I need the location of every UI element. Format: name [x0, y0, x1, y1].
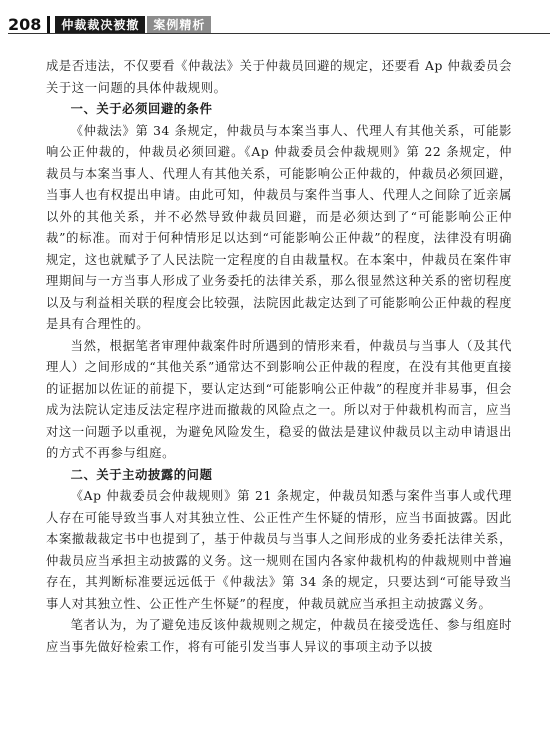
header-rule [8, 33, 550, 34]
section-heading-1: 一、关于必须回避的条件 [70, 102, 213, 116]
page-number: 208 [8, 15, 42, 34]
paragraph-1: 《仲裁法》第 34 条规定，仲裁员与本案当事人、代理人有其他关系，可能影响公正仲裁的，仲裁员必须回避。《Ap 仲裁委员会仲裁规则》第 22 条规定，仲裁员与本案当事人、代理人有其他关系，可能影响公正仲裁的，仲裁员必须回避，当事人也有权提出申请。由此可知，仲裁员与案件当事人、代理人之间除了近亲属以外的其他关系，并不必然导致仲裁员回避，而是必须达到了“可能影响公正仲裁”的标准。而对于何种情形足以达到“可能影响公正仲裁”的程度，法律没有明确规定，这也就赋予了人民法院一定程度的自由裁量权。在本案中，仲裁员在案件审理期间与一方当事人形成了业务委托的法律关系，那么很显然这种关系的密切程度以及与利益相关联的程度会比较强，法院因此裁定达到了可能影响公正仲裁的程度是具有合理性的。 [46, 123, 512, 331]
paragraph-2: 当然，根据笔者审理仲裁案件时所遇到的情形来看，仲裁员与当事人（及其代理人）之间形成的“其他关系”通常达不到影响公正仲裁的程度，在没有其他更直接的证据加以佐证的前提下，要认定达到“可能影响公正仲裁”的程度并非易事，但会成为法院认定违反法定程序进而撤裁的风险点之一。所以对于仲裁机构而言，应当对这一问题予以重视，为避免风险发生，稳妥的做法是建议仲裁员以主动申请退出的方式不再参与组庭。 [46, 338, 512, 460]
section-heading-2: 二、关于主动披露的问题 [70, 467, 213, 482]
running-header [8, 10, 211, 34]
header-divider [47, 16, 50, 34]
section-tag: 案例精析 [147, 16, 211, 34]
book-title: 仲裁裁决被撤 [55, 16, 145, 34]
paragraph-continued: 成是否违法，不仅要看《仲裁法》关于仲裁员回避的规定，还要看 Ap 仲裁委员会关于这一问题的具体仲裁规则。 [46, 59, 512, 95]
paragraph-3: 《Ap 仲裁委员会仲裁规则》第 21 条规定，仲裁员知悉与案件当事人或代理人存在可能导致当事人对其独立性、公正性产生怀疑的情形，应当书面披露。因此本案撤裁裁定书中也提到了，基于仲裁员与当事人之间形成的业务委托法律关系，仲裁员应当承担主动披露的义务。这一规则在国内各家仲裁机构的仲裁规则中普遍存在，其判断标准要远远低于《仲裁法》第 34 条的规定，只要达到“可能导致当事人对其独立性、公正性产生怀疑”的程度，仲裁员就应当承担主动披露义务。 [46, 489, 512, 611]
page-body [46, 56, 512, 658]
paragraph-4: 笔者认为，为了避免违反该仲裁规则之规定，仲裁员在接受选任、参与组庭时应当事先做好检索工作，将有可能引发当事人异议的事项主动予以披 [46, 618, 512, 654]
